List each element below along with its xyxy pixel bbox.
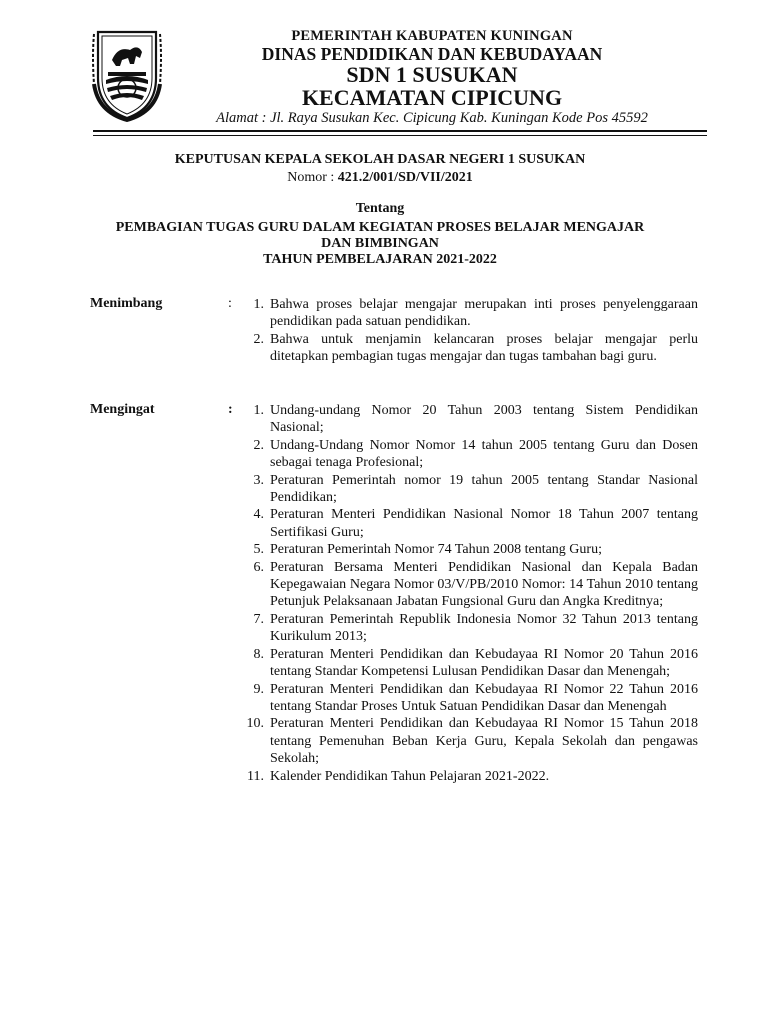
kuningan-regency-emblem-icon	[92, 26, 162, 122]
menimbang-list	[253, 296, 698, 366]
mengingat-item-number: 6.	[253, 559, 264, 575]
mengingat-item-text: Peraturan Pemerintah nomor 19 tahun 2005 tentang Standar Nasional Pendidikan;	[270, 472, 698, 506]
letterhead-government: PEMERINTAH KABUPATEN KUNINGAN	[291, 28, 573, 44]
letterhead-divider-thick	[93, 130, 707, 132]
mengingat-item-text: Peraturan Pemerintah Nomor 74 Tahun 2008 tentang Guru;	[270, 542, 602, 558]
mengingat-item-number: 3.	[253, 472, 264, 488]
mengingat-item-text: Peraturan Menteri Pendidikan dan Kebudayaa RI Nomor 15 Tahun 2018 tentang Pemenuhan Beban Kerja Guru, Kepala Sekolah dan pengawas Sekolah;	[270, 716, 698, 767]
mengingat-item-number: 11.	[247, 768, 264, 784]
mengingat-item	[253, 472, 698, 507]
letterhead-district: KECAMATAN CIPICUNG	[301, 85, 563, 110]
mengingat-colon: :	[228, 402, 233, 417]
mengingat-label: Mengingat	[90, 402, 155, 417]
mengingat-item-number: 2.	[253, 437, 264, 453]
mengingat-item-text: Peraturan Menteri Pendidikan Nasional Nomor 18 Tahun 2007 tentang Sertifikasi Guru;	[270, 507, 698, 540]
mengingat-item-number: 8.	[253, 646, 264, 662]
mengingat-item	[253, 681, 698, 716]
letterhead-divider-thin	[93, 135, 707, 136]
mengingat-item	[253, 402, 698, 437]
mengingat-item-number: 10.	[246, 716, 264, 732]
mengingat-item-text: Kalender Pendidikan Tahun Pelajaran 2021-2022.	[270, 768, 550, 784]
mengingat-item	[253, 646, 698, 681]
mengingat-item-text: Peraturan Bersama Menteri Pendidikan Nasional dan Kepala Badan Kepegawaian Negara Nomor 03/V/PB/2010 Nomor: 14 Tahun 2010 tentang Petunjuk Pelaksanaan Jabatan Fungsional Guru dan Angka Kreditnya;	[270, 559, 698, 610]
decree-subject-line3: TAHUN PEMBELAJARAN 2021-2022	[263, 252, 497, 267]
menimbang-item	[253, 331, 698, 366]
mengingat-item	[253, 559, 698, 611]
menimbang-item	[253, 296, 698, 331]
mengingat-item	[253, 506, 698, 541]
mengingat-item-text: Undang-undang Nomor 20 Tahun 2003 tentang Sistem Pendidikan Nasional;	[270, 403, 698, 436]
mengingat-item	[253, 541, 698, 558]
mengingat-item-number: 4.	[253, 507, 264, 523]
mengingat-item-number: 1.	[253, 403, 264, 418]
decree-number-value: 421.2/001/SD/VII/2021	[337, 170, 473, 185]
mengingat-item-number: 7.	[253, 611, 264, 627]
decree-about: Tentang	[355, 201, 405, 216]
mengingat-item-text: Peraturan Menteri Pendidikan dan Kebudayaa RI Nomor 20 Tahun 2016 tentang Standar Kompetensi Lulusan Pendidikan Dasar dan Menengah;	[270, 646, 698, 680]
mengingat-item	[253, 611, 698, 646]
decree-title: KEPUTUSAN KEPALA SEKOLAH DASAR NEGERI 1 SUSUKAN	[174, 152, 586, 167]
mengingat-item	[253, 437, 698, 472]
mengingat-item	[246, 715, 698, 767]
menimbang-item-text: Bahwa untuk menjamin kelancaran proses belajar mengajar perlu ditetapkan pembagian tugas mengajar dan tugas tambahan bagi guru.	[270, 331, 698, 365]
menimbang-label: Menimbang	[90, 296, 163, 311]
decree-number-label: Nomor :	[287, 170, 335, 185]
mengingat-list	[246, 402, 698, 785]
mengingat-item	[247, 768, 698, 785]
mengingat-item-text: Peraturan Menteri Pendidikan dan Kebudayaa RI Nomor 22 Tahun 2016 tentang Standar Proses Untuk Satuan Pendidikan Dasar dan Menengah	[270, 681, 698, 714]
menimbang-item-number: 1.	[253, 297, 264, 312]
menimbang-item-number: 2.	[253, 331, 264, 347]
letterhead-school: SDN 1 SUSUKAN	[346, 62, 518, 87]
menimbang-item-text: Bahwa proses belajar mengajar merupakan inti proses penyelenggaraan pendidikan pada satuan pendidikan.	[270, 297, 698, 330]
mengingat-item-text: Undang-Undang Nomor Nomor 14 tahun 2005 tentang Guru dan Dosen sebagai tenaga Profesional;	[270, 437, 698, 471]
letterhead-address: Alamat : Jl. Raya Susukan Kec. Cipicung Kab. Kuningan Kode Pos 45592	[216, 110, 648, 126]
decree-number	[40, 170, 720, 186]
decree-subject-line2: DAN BIMBINGAN	[321, 236, 439, 251]
mengingat-item-number: 9.	[253, 681, 264, 697]
decree-subject-line1: PEMBAGIAN TUGAS GURU DALAM KEGIATAN PROSES BELAJAR MENGAJAR	[115, 220, 645, 235]
menimbang-colon: :	[228, 296, 232, 311]
mengingat-item-number: 5.	[253, 542, 264, 558]
mengingat-item-text: Peraturan Pemerintah Republik Indonesia Nomor 32 Tahun 2013 tentang Kurikulum 2013;	[270, 611, 698, 645]
letterhead-department: DINAS PENDIDIKAN DAN KEBUDAYAAN	[261, 44, 603, 64]
